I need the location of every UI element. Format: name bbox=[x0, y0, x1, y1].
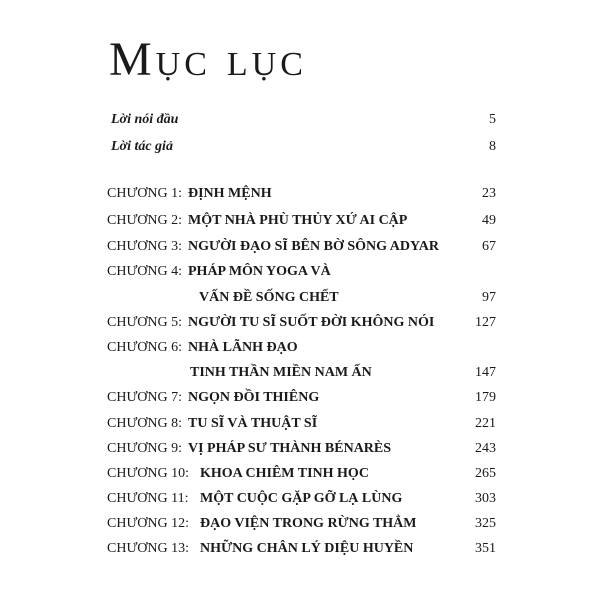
chapter-page: 67 bbox=[482, 239, 496, 254]
chapter-page: 221 bbox=[475, 416, 496, 431]
chapter-label: CHƯƠNG 4: bbox=[107, 264, 183, 279]
front-matter-label: Lời nói đầu bbox=[111, 112, 179, 127]
chapter-title: MỘT CUỘC GẶP GỠ LẠ LÙNG bbox=[200, 491, 403, 506]
chapter-title: TU SĨ VÀ THUẬT SĨ bbox=[188, 416, 318, 431]
chapter-label: CHƯƠNG 8: bbox=[107, 416, 183, 431]
chapter-title: VỊ PHÁP SƯ THÀNH BÉNARÈS bbox=[188, 441, 392, 456]
chapter-label: CHƯƠNG 1: bbox=[107, 186, 183, 201]
chapter-title: NGƯỜI TU SĨ SUỐT ĐỜI KHÔNG NÓI bbox=[188, 315, 435, 330]
chapter-page: 243 bbox=[475, 441, 496, 456]
chapter-page: 147 bbox=[475, 365, 496, 380]
chapter-title-continued: TINH THẦN MIỀN NAM ẤN bbox=[190, 365, 372, 380]
chapter-page: 265 bbox=[475, 466, 496, 481]
chapter-label: CHƯƠNG 9: bbox=[107, 441, 183, 456]
chapter-title-continued: VẤN ĐỀ SỐNG CHẾT bbox=[199, 290, 339, 305]
chapter-label: CHƯƠNG 5: bbox=[107, 315, 183, 330]
chapter-page: 325 bbox=[475, 516, 496, 531]
chapter-title: ĐỊNH MỆNH bbox=[188, 186, 272, 201]
chapter-label: CHƯƠNG 2: bbox=[107, 213, 183, 228]
chapter-page: 303 bbox=[475, 491, 496, 506]
chapter-title: NGƯỜI ĐẠO SĨ BÊN BỜ SÔNG ADYAR bbox=[188, 239, 440, 254]
chapter-page: 179 bbox=[475, 390, 496, 405]
chapter-page: 351 bbox=[475, 541, 496, 556]
chapter-page: 127 bbox=[475, 315, 496, 330]
page-title: Mục lục bbox=[109, 33, 307, 86]
chapter-title: PHÁP MÔN YOGA VÀ bbox=[188, 264, 331, 279]
chapter-label: CHƯƠNG 6: bbox=[107, 340, 183, 355]
chapter-label: CHƯƠNG 13: bbox=[107, 541, 190, 556]
chapter-title: NHÀ LÃNH ĐẠO bbox=[188, 340, 298, 355]
front-matter-page: 8 bbox=[489, 139, 496, 154]
chapter-title: NHỮNG CHÂN LÝ DIỆU HUYỀN bbox=[200, 541, 414, 556]
chapter-label: CHƯƠNG 7: bbox=[107, 390, 183, 405]
chapter-page: 97 bbox=[482, 290, 496, 305]
chapter-page: 49 bbox=[482, 213, 496, 228]
chapter-label: CHƯƠNG 10: bbox=[107, 466, 190, 481]
chapter-page: 23 bbox=[482, 186, 496, 201]
front-matter-page: 5 bbox=[489, 112, 496, 127]
chapter-title: MỘT NHÀ PHÙ THỦY XỨ AI CẬP bbox=[188, 213, 408, 228]
chapter-title: NGỌN ĐỒI THIÊNG bbox=[188, 390, 320, 405]
chapter-title: ĐẠO VIỆN TRONG RỪNG THẲM bbox=[200, 516, 417, 531]
chapter-label: CHƯƠNG 3: bbox=[107, 239, 183, 254]
chapter-label: CHƯƠNG 11: bbox=[107, 491, 189, 506]
chapter-label: CHƯƠNG 12: bbox=[107, 516, 190, 531]
chapter-title: KHOA CHIÊM TINH HỌC bbox=[200, 466, 369, 481]
front-matter-label: Lời tác giả bbox=[111, 139, 173, 154]
